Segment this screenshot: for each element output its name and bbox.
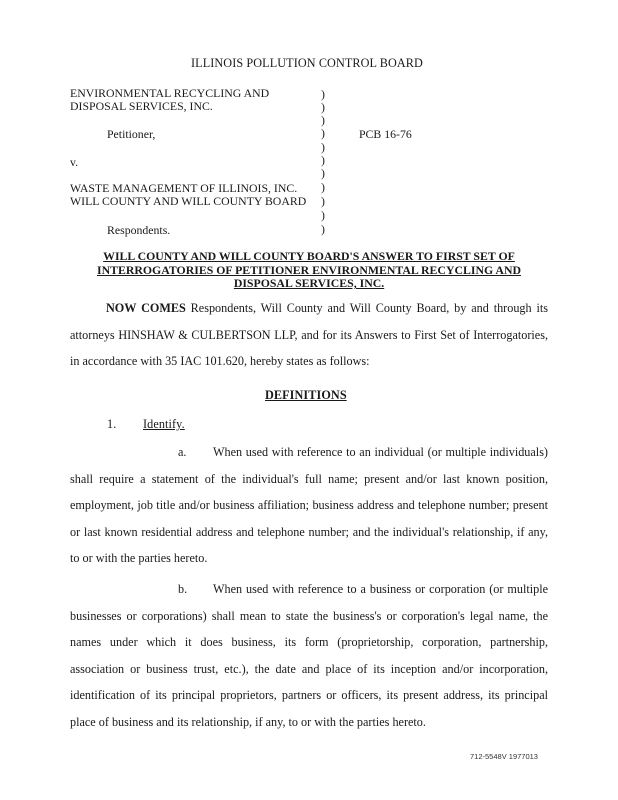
case-number: PCB 16-76 [359,127,412,141]
petitioner-name-line2: DISPOSAL SERVICES, INC. [70,99,213,113]
definition-a-text: When used with reference to an individual (or multiple individuals) shall require a statement of the individual's full name; present and/or last known position, employment, job title and/or business affiliation; business address and telephone number; present or last known residential address and telephone number; and the individual's relationship, if any, to or with the parties hereto. [70,445,548,566]
definition-b-label: b. [178,582,188,596]
caption-paren: ) [321,166,325,180]
petitioner-name-line1: ENVIRONMENTAL RECYCLING AND [70,86,270,100]
definition-b [70,576,548,736]
respondent-name-line1: WASTE MANAGEMENT OF ILLINOIS, INC. [70,181,298,195]
footer-document-code: 712-5548V 1977013 [470,752,538,761]
caption-paren: ) [321,153,325,167]
caption-paren: ) [321,208,325,222]
petitioner-role: Petitioner, [107,127,156,141]
definitions-heading: DEFINITIONS [265,388,347,402]
versus: v. [70,155,79,169]
definition-a [70,439,548,572]
respondent-role: Respondents. [107,223,171,237]
item-number: 1. [107,417,117,431]
caption-paren: ) [321,113,325,127]
caption-paren: ) [321,222,325,236]
respondent-name-line2: WILL COUNTY AND WILL COUNTY BOARD [70,194,307,208]
caption-paren: ) [321,194,325,208]
item-title: Identify. [143,417,185,431]
document-heading-line2: INTERROGATORIES OF PETITIONER ENVIRONMENTAL RECYCLING AND [97,262,521,277]
caption-paren: ) [321,126,325,140]
board-title: ILLINOIS POLLUTION CONTROL BOARD [191,56,423,70]
intro-paragraph [70,295,548,375]
caption-paren: ) [321,180,325,194]
definition-b-text: When used with reference to a business or corporation (or multiple businesses or corporations) shall mean to state the business's or corporation's legal name, the names under which it does business, its form (proprietorship, corporation, partnership, association or business trust, etc.), the date and place of its inception and/or incorporation, identification of its principal proprietors, partners or officers, its present address, its principal place of business and its relationship, if any, to or with the parties hereto. [70,582,548,729]
caption-paren: ) [321,140,325,154]
intro-text: Respondents, Will County and Will County Board, by and through its attorneys HINSHAW & CULBERTSON LLP, and for its Answers to First Set of Interrogatories, in accordance with 35 IAC 101.620, hereby states as follows: [70,301,548,369]
document-heading [70,250,548,291]
caption-paren: ) [321,87,325,101]
document-heading-line1: WILL COUNTY AND WILL COUNTY BOARD'S ANSWER TO FIRST SET OF [103,249,515,263]
document-heading-line3: DISPOSAL SERVICES, INC. [233,276,385,290]
intro-lead: NOW COMES [106,301,186,315]
definition-a-label: a. [178,445,187,459]
caption-paren: ) [321,100,325,114]
